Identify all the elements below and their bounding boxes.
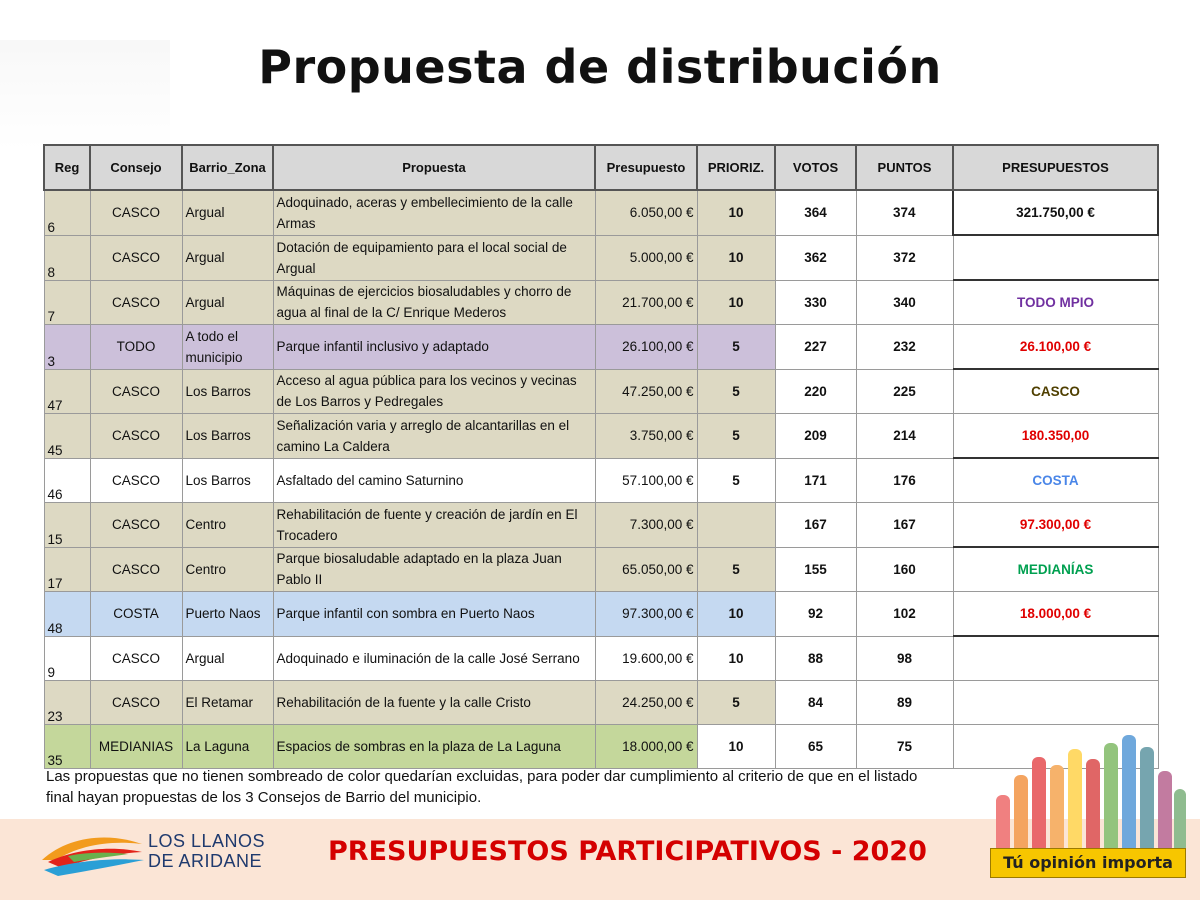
- cell-propuesta: Adoquinado, aceras y embellecimiento de la calle Armas: [273, 190, 595, 235]
- cell-reg: 47: [44, 369, 90, 414]
- cell-prioriz: 10: [697, 190, 775, 235]
- cell-votos: 65: [775, 725, 856, 769]
- cell-propuesta: Acceso al agua pública para los vecinos y vecinas de Los Barros y Pedregales: [273, 369, 595, 414]
- summary-value-casco: 180.350,00: [953, 414, 1158, 459]
- cell-reg: 48: [44, 592, 90, 637]
- cell-propuesta: Dotación de equipamiento para el local social de Argual: [273, 235, 595, 280]
- table-row: [44, 458, 1158, 503]
- cell-prioriz: 10: [697, 725, 775, 769]
- cell-votos: 167: [775, 503, 856, 548]
- summary-cell: [953, 235, 1158, 280]
- cell-barrio: Argual: [182, 636, 273, 681]
- logo-text: [148, 831, 265, 871]
- cell-votos: 92: [775, 592, 856, 637]
- cell-votos: 364: [775, 190, 856, 235]
- summary-cell: [953, 681, 1158, 725]
- table-row: [44, 414, 1158, 459]
- table-row: [44, 280, 1158, 325]
- cell-reg: 6: [44, 190, 90, 235]
- summary-label-todo-mpio: TODO MPIO: [953, 280, 1158, 325]
- cell-consejo: CASCO: [90, 503, 182, 548]
- cell-reg: 9: [44, 636, 90, 681]
- cell-presupuesto: 97.300,00 €: [595, 592, 697, 637]
- cell-consejo: CASCO: [90, 681, 182, 725]
- cell-propuesta: Parque infantil con sombra en Puerto Naos: [273, 592, 595, 637]
- cell-puntos: 176: [856, 458, 953, 503]
- cell-consejo: CASCO: [90, 280, 182, 325]
- cell-votos: 220: [775, 369, 856, 414]
- cell-presupuesto: 3.750,00 €: [595, 414, 697, 459]
- cell-consejo: CASCO: [90, 369, 182, 414]
- cell-consejo: CASCO: [90, 458, 182, 503]
- cell-votos: 330: [775, 280, 856, 325]
- cell-prioriz: 5: [697, 547, 775, 592]
- cell-puntos: 214: [856, 414, 953, 459]
- table-row: [44, 235, 1158, 280]
- cell-prioriz: 5: [697, 458, 775, 503]
- header-votos: VOTOS: [775, 145, 856, 190]
- cell-puntos: 89: [856, 681, 953, 725]
- cell-consejo: MEDIANIAS: [90, 725, 182, 769]
- cell-reg: 23: [44, 681, 90, 725]
- table-row: [44, 681, 1158, 725]
- cell-barrio: Los Barros: [182, 369, 273, 414]
- cell-consejo: CASCO: [90, 190, 182, 235]
- cell-prioriz: 10: [697, 280, 775, 325]
- logo-line-2: DE ARIDANE: [148, 851, 263, 871]
- cell-presupuesto: 24.250,00 €: [595, 681, 697, 725]
- cell-puntos: 75: [856, 725, 953, 769]
- summary-value-costa: 97.300,00 €: [953, 503, 1158, 548]
- cell-barrio: Los Barros: [182, 458, 273, 503]
- cell-puntos: 167: [856, 503, 953, 548]
- header-puntos: PUNTOS: [856, 145, 953, 190]
- table-row: [44, 636, 1158, 681]
- table-header-row: [44, 145, 1158, 190]
- cell-presupuesto: 18.000,00 €: [595, 725, 697, 769]
- cell-propuesta: Asfaltado del camino Saturnino: [273, 458, 595, 503]
- summary-value-medianias: 18.000,00 €: [953, 592, 1158, 637]
- cell-prioriz: 5: [697, 325, 775, 370]
- cell-barrio: El Retamar: [182, 681, 273, 725]
- cell-votos: 227: [775, 325, 856, 370]
- cell-presupuesto: 47.250,00 €: [595, 369, 697, 414]
- cell-puntos: 160: [856, 547, 953, 592]
- raised-hands-icon: [990, 735, 1190, 853]
- cell-presupuesto: 26.100,00 €: [595, 325, 697, 370]
- cell-votos: 84: [775, 681, 856, 725]
- cell-reg: 46: [44, 458, 90, 503]
- cell-puntos: 102: [856, 592, 953, 637]
- cell-votos: 155: [775, 547, 856, 592]
- cell-presupuesto: 65.050,00 €: [595, 547, 697, 592]
- table-row: [44, 325, 1158, 370]
- cell-prioriz: [697, 503, 775, 548]
- cell-prioriz: 5: [697, 414, 775, 459]
- cell-consejo: CASCO: [90, 636, 182, 681]
- page-title: Propuesta de distribución: [258, 40, 942, 94]
- cell-propuesta: Señalización varia y arreglo de alcantarillas en el camino La Caldera: [273, 414, 595, 459]
- cell-consejo: COSTA: [90, 592, 182, 637]
- cell-propuesta: Máquinas de ejercicios biosaludables y chorro de agua al final de la C/ Enrique Mederos: [273, 280, 595, 325]
- cell-prioriz: 5: [697, 369, 775, 414]
- table-row: [44, 369, 1158, 414]
- cell-reg: 17: [44, 547, 90, 592]
- cell-puntos: 232: [856, 325, 953, 370]
- cell-prioriz: 5: [697, 681, 775, 725]
- cell-reg: 35: [44, 725, 90, 769]
- header-reg: Reg: [44, 145, 90, 190]
- cell-consejo: TODO: [90, 325, 182, 370]
- table-row: [44, 592, 1158, 637]
- cell-reg: 15: [44, 503, 90, 548]
- cell-barrio: Centro: [182, 503, 273, 548]
- table-row: [44, 547, 1158, 592]
- cell-prioriz: 10: [697, 636, 775, 681]
- cell-propuesta: Parque infantil inclusivo y adaptado: [273, 325, 595, 370]
- header-prioriz: PRIORIZ.: [697, 145, 775, 190]
- header-presupuestos: PRESUPUESTOS: [953, 145, 1158, 190]
- proposals-table: [43, 144, 1159, 769]
- cell-propuesta: Parque biosaludable adaptado en la plaza Juan Pablo II: [273, 547, 595, 592]
- table-row: [44, 190, 1158, 235]
- summary-total: 321.750,00 €: [953, 190, 1158, 235]
- cell-puntos: 98: [856, 636, 953, 681]
- cell-puntos: 372: [856, 235, 953, 280]
- cell-presupuesto: 7.300,00 €: [595, 503, 697, 548]
- summary-value-todo-mpio: 26.100,00 €: [953, 325, 1158, 370]
- cell-barrio: Argual: [182, 190, 273, 235]
- cell-propuesta: Adoquinado e iluminación de la calle José Serrano: [273, 636, 595, 681]
- cell-consejo: CASCO: [90, 547, 182, 592]
- cell-propuesta: Rehabilitación de fuente y creación de jardín en El Trocadero: [273, 503, 595, 548]
- cell-presupuesto: 21.700,00 €: [595, 280, 697, 325]
- logo-line-1: LOS LLANOS: [148, 831, 266, 851]
- cell-reg: 3: [44, 325, 90, 370]
- footnote: Las propuestas que no tienen sombreado de color quedarían excluidas, para poder dar cumplimiento al criterio de que en el listado final hayan propuestas de los 3 Consejos de Barrio del municipio.: [46, 768, 918, 806]
- cell-presupuesto: 5.000,00 €: [595, 235, 697, 280]
- cell-barrio: La Laguna: [182, 725, 273, 769]
- cell-barrio: Centro: [182, 547, 273, 592]
- cell-prioriz: 10: [697, 235, 775, 280]
- cell-propuesta: Rehabilitación de la fuente y la calle Cristo: [273, 681, 595, 725]
- cell-reg: 8: [44, 235, 90, 280]
- cell-prioriz: 10: [697, 592, 775, 637]
- cell-propuesta: Espacios de sombras en la plaza de La Laguna: [273, 725, 595, 769]
- cell-barrio: Argual: [182, 235, 273, 280]
- cell-reg: 45: [44, 414, 90, 459]
- cell-barrio: A todo el municipio: [182, 325, 273, 370]
- cell-consejo: CASCO: [90, 414, 182, 459]
- cell-puntos: 374: [856, 190, 953, 235]
- header-propuesta: Propuesta: [273, 145, 595, 190]
- cell-consejo: CASCO: [90, 235, 182, 280]
- cell-barrio: Puerto Naos: [182, 592, 273, 637]
- cell-puntos: 340: [856, 280, 953, 325]
- header-consejo: Consejo: [90, 145, 182, 190]
- header-presupuesto: Presupuesto: [595, 145, 697, 190]
- cell-votos: 209: [775, 414, 856, 459]
- summary-label-medianias: MEDIANÍAS: [953, 547, 1158, 592]
- cell-barrio: Argual: [182, 280, 273, 325]
- summary-label-casco: CASCO: [953, 369, 1158, 414]
- summary-label-costa: COSTA: [953, 458, 1158, 503]
- cell-votos: 88: [775, 636, 856, 681]
- los-llanos-logo-icon: [38, 826, 148, 878]
- cell-barrio: Los Barros: [182, 414, 273, 459]
- footer-banner: PRESUPUESTOS PARTICIPATIVOS - 2020: [328, 836, 927, 867]
- cell-presupuesto: 57.100,00 €: [595, 458, 697, 503]
- cell-puntos: 225: [856, 369, 953, 414]
- cell-presupuesto: 19.600,00 €: [595, 636, 697, 681]
- cell-votos: 171: [775, 458, 856, 503]
- header-barrio: Barrio_Zona: [182, 145, 273, 190]
- cell-reg: 7: [44, 280, 90, 325]
- tagline-badge: Tú opinión importa: [990, 848, 1186, 878]
- summary-cell: [953, 636, 1158, 681]
- cell-votos: 362: [775, 235, 856, 280]
- table-row: [44, 503, 1158, 548]
- cell-presupuesto: 6.050,00 €: [595, 190, 697, 235]
